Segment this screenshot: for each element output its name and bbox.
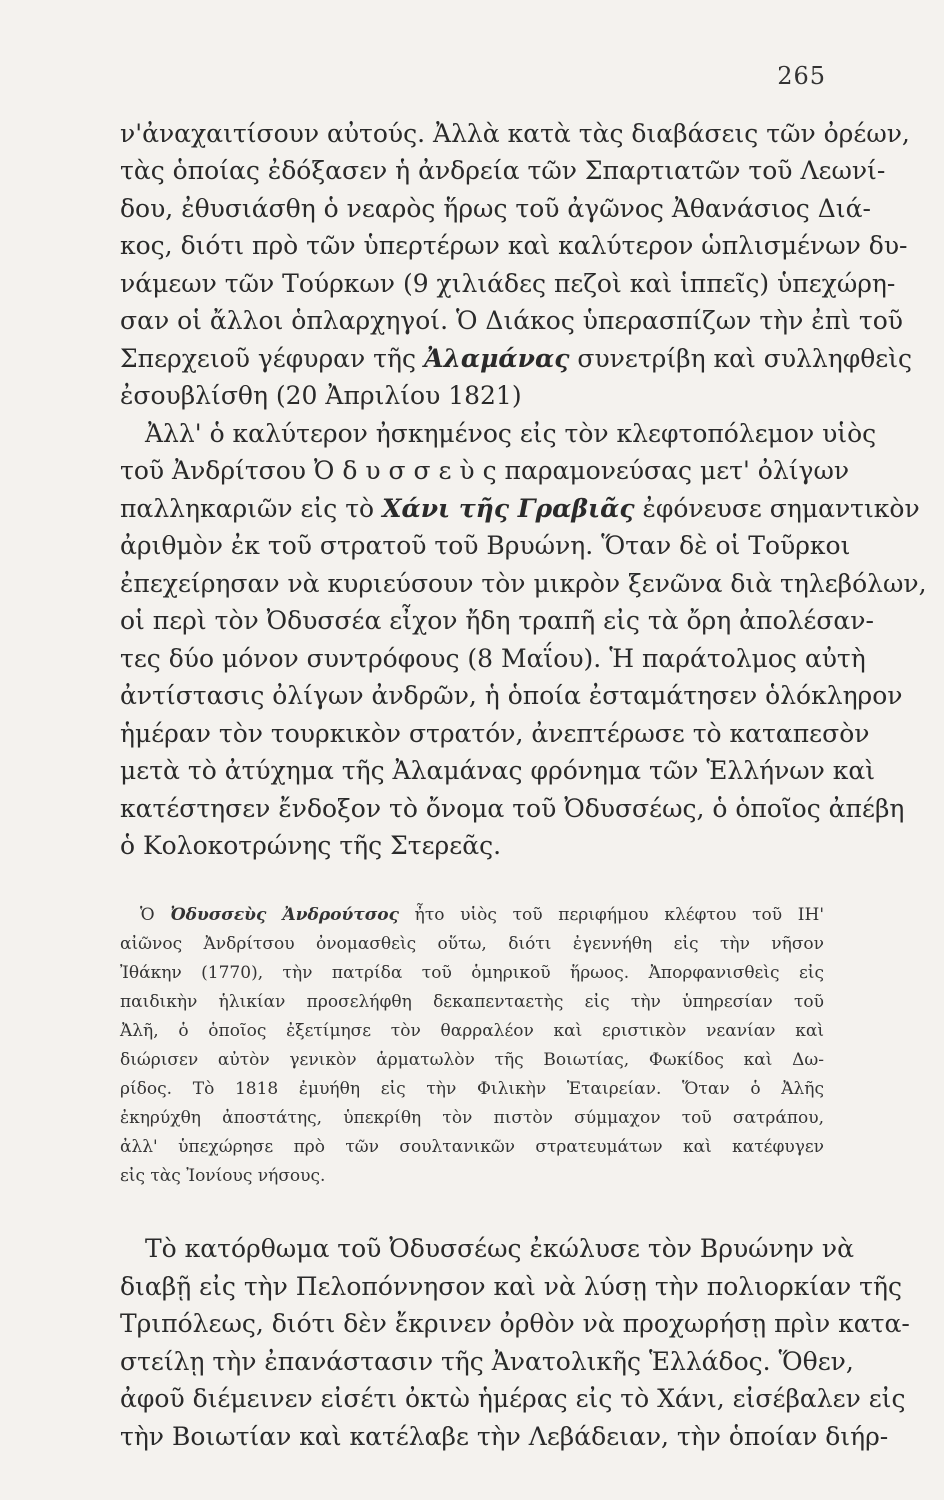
text-line: κατέστησεν ἔνδοξον τὸ ὄνομα τοῦ Ὀδυσσέως, ὁ ὁποῖος ἀπέβη xyxy=(120,794,905,823)
text-line: σαν οἱ ἄλλοι ὁπλαρχηγοί. Ὁ Διάκος ὑπερασπίζων τὴν ἐπὶ τοῦ xyxy=(120,306,903,335)
footnote-line: αἰῶνος Ἀνδρίτσου ὀνομασθεὶς οὕτω, διότι ἐγεννήθη εἰς τὴν νῆσον xyxy=(120,934,824,954)
text-line: οἱ περὶ τὸν Ὀδυσσέα εἶχον ἤδη τραπῆ εἰς τὰ ὄρη ἀπολέσαν- xyxy=(120,606,874,635)
text-line: τοῦ Ἀνδρίτσου Ὀ δ υ σ σ ε ὺ ς παραμονεύσας μετ' ὀλίγων xyxy=(120,456,850,485)
text-line: Τριπόλεως, διότι δὲν ἔκρινεν ὀρθὸν νὰ προχωρήσῃ πρὶν κατα- xyxy=(120,1309,910,1338)
footnote-line: ἀλλ' ὑπεχώρησε πρὸ τῶν σουλτανικῶν στρατευμάτων καὶ κατέφυγεν xyxy=(120,1137,824,1157)
text-line: τες δύο μόνον συντρόφους (8 Μαΐου). Ἡ παράτολμος αὐτὴ xyxy=(120,644,866,673)
footnote-line: Ἰθάκην (1770), τὴν πατρίδα τοῦ ὁμηρικοῦ ἥρωος. Ἀπορφανισθεὶς εἰς xyxy=(120,963,824,983)
text-line: νάμεων τῶν Τούρκων (9 χιλιάδες πεζοὶ καὶ ἱππεῖς) ὑπεχώρη- xyxy=(120,269,896,298)
text-line: ν'ἀναχαιτίσουν αὐτούς. Ἀλλὰ κατὰ τὰς διαβάσεις τῶν ὀρέων, xyxy=(120,119,910,148)
text-segment: ἦτο υἱὸς τοῦ περιφήμου κλέφτου τοῦ ΙΗ' xyxy=(398,905,825,925)
paragraph-start-line: Ἀλλ' ὁ καλύτερον ἠσκημένος εἰς τὸν κλεφτοπόλεμον υἱὸς xyxy=(145,419,877,448)
text-line xyxy=(120,493,920,525)
text-line: ὁ Κολοκοτρώνης τῆς Στερεᾶς. xyxy=(120,831,502,860)
person-name-odysseus-androutsos: Ὀδυσσεὺς Ἀνδρούτσος xyxy=(170,905,399,925)
footnote-line: παιδικὴν ἡλικίαν προσελήφθη δεκαπενταετὴς εἰς τὴν ὑπηρεσίαν τοῦ xyxy=(120,992,824,1012)
text-segment: παλληκαριῶν εἰς τὸ xyxy=(120,494,383,523)
place-name-alamana: Ἀλαμάνας xyxy=(423,344,570,373)
text-line: ἐπεχείρησαν νὰ κυριεύσουν τὸν μικρὸν ξενῶνα διὰ τηλεβόλων, xyxy=(120,569,927,598)
text-segment: συνετρίβη καὶ συλληφθεὶς xyxy=(569,344,913,373)
footnote-line: εἰς τὰς Ἰονίους νήσους. xyxy=(120,1166,326,1186)
paragraph-start-line: Τὸ κατόρθωμα τοῦ Ὀδυσσέως ἐκώλυσε τὸν Βρυώνην νὰ xyxy=(145,1234,854,1263)
text-segment: Σπερχειοῦ γέφυραν τῆς xyxy=(120,344,424,373)
text-line: ἀφοῦ διέμεινεν εἰσέτι ὀκτὼ ἡμέρας εἰς τὸ Χάνι, εἰσέβαλεν εἰς xyxy=(120,1384,906,1413)
text-segment: ἐφόνευσε σημαντικὸν xyxy=(634,494,920,523)
text-line: δου, ἐθυσιάσθη ὁ νεαρὸς ἥρως τοῦ ἀγῶνος Ἀθανάσιος Διά- xyxy=(120,194,871,223)
text-line: ἐσουβλίσθη (20 Ἀπριλίου 1821) xyxy=(120,381,522,410)
text-line: ἀντίστασις ὀλίγων ἀνδρῶν, ἡ ὁποία ἐσταμάτησεν ὁλόκληρον xyxy=(120,681,903,710)
footnote-line: ἐκηρύχθη ἀποστάτης, ὑπεκρίθη τὸν πιστὸν σύμμαχον τοῦ σατράπου, xyxy=(120,1108,824,1128)
text-line: ἡμέραν τὸν τουρκικὸν στρατόν, ἀνεπτέρωσε τὸ καταπεσὸν xyxy=(120,719,870,748)
text-line xyxy=(120,343,913,375)
text-line: ἀριθμὸν ἐκ τοῦ στρατοῦ τοῦ Βρυώνη. Ὅταν δὲ οἱ Τοῦρκοι xyxy=(120,531,851,560)
text-segment: Ὁ xyxy=(140,905,171,925)
text-line: μετὰ τὸ ἀτύχημα τῆς Ἀλαμάνας φρόνημα τῶν Ἑλλήνων καὶ xyxy=(120,756,876,785)
text-line: στείλῃ τὴν ἐπανάστασιν τῆς Ἀνατολικῆς Ἑλλάδος. Ὅθεν, xyxy=(120,1347,854,1376)
place-name-chani-gravias: Χάνι τῆς Γραβιᾶς xyxy=(382,494,635,523)
footnote-line: Ἀλῆ, ὁ ὁποῖος ἐξετίμησε τὸν θαρραλέον καὶ εριστικὸν νεανίαν καὶ xyxy=(120,1021,824,1041)
text-line: κος, διότι πρὸ τῶν ὑπερτέρων καὶ καλύτερον ὡπλισμένων δυ- xyxy=(120,231,908,260)
text-line: τὴν Βοιωτίαν καὶ κατέλαβε τὴν Λεβάδειαν, τὴν ὁποίαν διήρ- xyxy=(120,1422,889,1451)
page-number: 265 xyxy=(777,62,826,90)
footnote-line: διώρισεν αὐτὸν γενικὸν ἁρματωλὸν τῆς Βοιωτίας, Φωκίδος καὶ Δω- xyxy=(120,1050,824,1070)
text-line: τὰς ὁποίας ἐδόξασεν ἡ ἀνδρεία τῶν Σπαρτιατῶν τοῦ Λεωνί- xyxy=(120,156,886,185)
text-line: διαβῇ εἰς τὴν Πελοπόννησον καὶ νὰ λύσῃ τὴν πολιορκίαν τῆς xyxy=(120,1272,902,1301)
footnote-line: ρίδος. Τὸ 1818 ἐμυήθη εἰς τὴν Φιλικὴν Ἑταιρείαν. Ὅταν ὁ Ἀλῆς xyxy=(120,1079,824,1099)
footnote-line xyxy=(140,903,824,927)
